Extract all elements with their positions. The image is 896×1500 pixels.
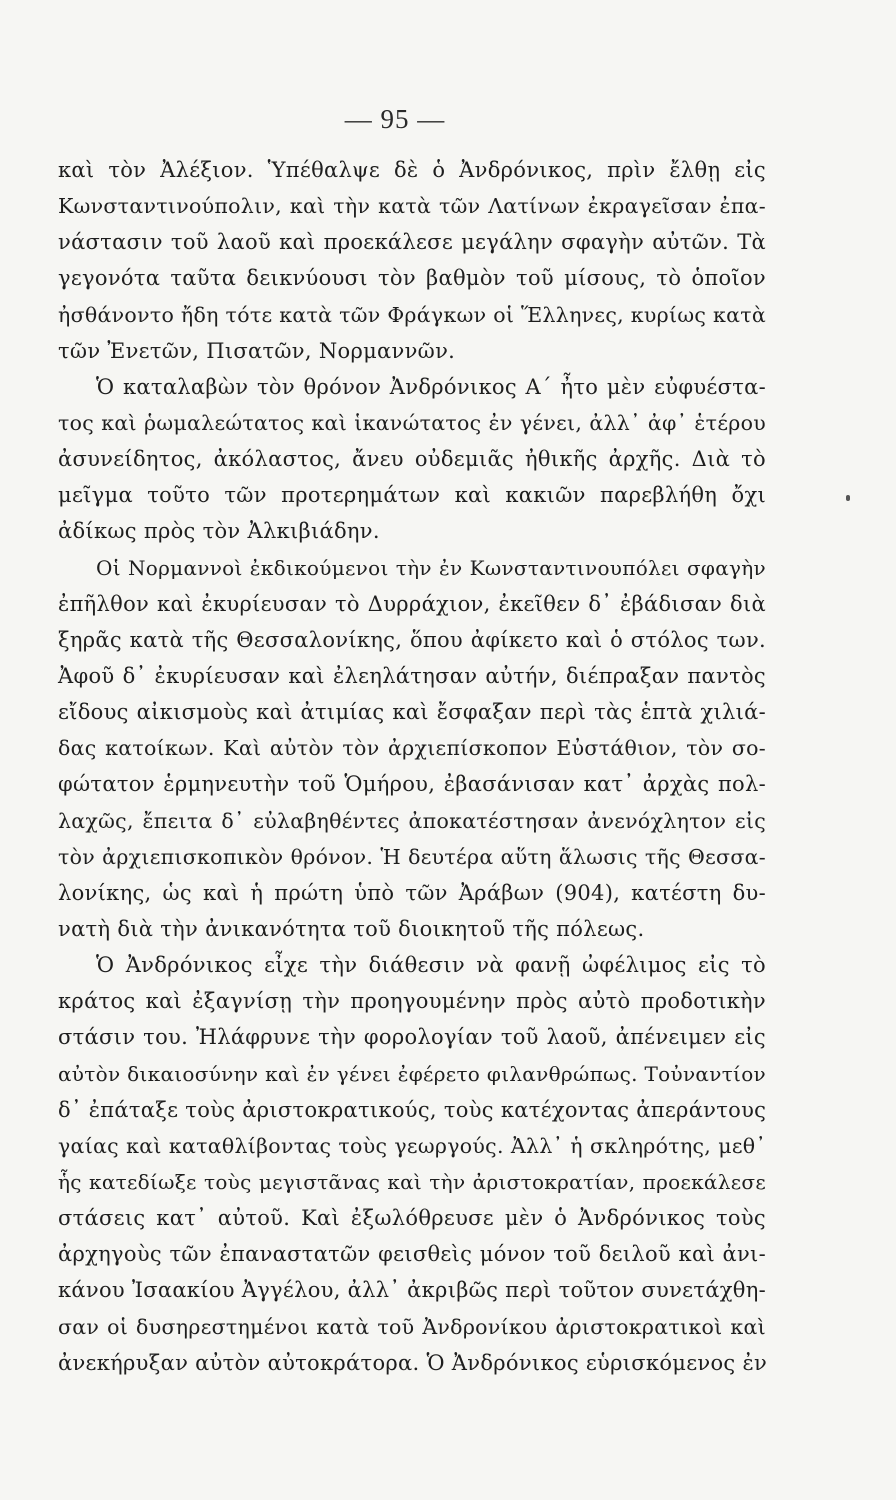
text-line: ἀρχηγοὺς τῶν ἐπαναστατῶν φεισθεὶς μόνον τοῦ δειλοῦ καὶ ἀνι- [58,1242,766,1267]
text-line: κάνου Ἰσαακίου Ἀγγέλου, ἀλλ᾽ ἀκριβῶς περὶ τοῦτον συνετάχθη- [58,1278,766,1303]
text-line: γεγονότα ταῦτα δεικνύουσι τὸν βαθμὸν τοῦ μίσους, τὸ ὁποῖον [58,266,766,291]
text-line: ἐπῆλθον καὶ ἐκυρίευσαν τὸ Δυρράχιον, ἐκεῖθεν δ᾽ ἐβάδισαν διὰ [58,591,766,616]
text-line: Ὁ καταλαβὼν τὸν θρόνον Ἀνδρόνικος Α΄ ἦτο μὲν εὐφυέστα- [96,374,766,399]
text-line: δ᾽ ἐπάταξε τοὺς ἀριστοκρατικούς, τοὺς κατέχοντας ἀπεράντους [58,1097,767,1122]
text-line: καὶ τὸν Ἀλέξιον. Ὑπέθαλψε δὲ ὁ Ἀνδρόνικος, πρὶν ἔλθῃ εἰς [58,158,766,182]
text-line: γαίας καὶ καταθλίβοντας τοὺς γεωργούς. Ἀλλ᾽ ἡ σκληρότης, μεθ᾽ [58,1133,766,1158]
text-line: Ἀφοῦ δ᾽ ἐκυρίευσαν καὶ ἐλεηλάτησαν αὐτήν, διέπραξαν παντὸς [58,663,766,688]
text-line: τῶν Ἐνετῶν, Πισατῶν, Νορμαννῶν. [58,338,456,363]
text-line: αὐτὸν δικαιοσύνην καὶ ἐν γένει ἐφέρετο φιλανθρώπως. Τοὐναντίον [58,1061,766,1086]
text-line: ἠσθάνοντο ἤδη τότε κατὰ τῶν Φράγκων οἱ Ἕλληνες, κυρίως κατὰ [58,302,766,327]
text-line: κράτος καὶ ἐξαγνίσῃ τὴν προηγουμένην πρὸς αὐτὸ προδοτικὴν [58,989,766,1014]
body-text [58,152,766,1381]
text-line: ἀνεκήρυξαν αὐτὸν αὐτοκράτορα. Ὁ Ἀνδρόνικος εὑρισκόμενος ἐν [58,1350,768,1375]
text-line: εἴδους αἰκισμοὺς καὶ ἀτιμίας καὶ ἔσφαξαν περὶ τὰς ἑπτὰ χιλιά- [58,700,766,725]
text-line: νάστασιν τοῦ λαοῦ καὶ προεκάλεσε μεγάλην σφαγὴν αὐτῶν. Τὰ [58,230,766,255]
text-line: Κωνσταντινούπολιν, καὶ τὴν κατὰ τῶν Λατίνων ἐκραγεῖσαν ἐπα- [58,194,766,219]
text-line: στάσεις κατ᾽ αὐτοῦ. Καὶ ἐξωλόθρευσε μὲν ὁ Ἀνδρόνικος τοὺς [58,1206,766,1231]
text-line: λαχῶς, ἔπειτα δ᾽ εὐλαβηθέντες ἀποκατέστησαν ἀνενόχλητον εἰς [58,808,766,833]
text-line: στάσιν του. Ἠλάφρυνε τὴν φορολογίαν τοῦ λαοῦ, ἀπένειμεν εἰς [58,1025,766,1050]
text-line: ἀδίκως πρὸς τὸν Ἀλκιβιάδην. [58,519,380,544]
text-line: ἧς κατεδίωξε τοὺς μεγιστᾶνας καὶ τὴν ἀριστοκρατίαν, προεκάλεσε [58,1169,766,1194]
print-speck [846,495,850,501]
text-line: ἀσυνείδητος, ἀκόλαστος, ἄνευ οὐδεμιᾶς ἠθικῆς ἀρχῆς. Διὰ τὸ [58,447,766,472]
text-line: Οἱ Νορμαννοὶ ἐκδικούμενοι τὴν ἐν Κωνσταντινουπόλει σφαγὴν [96,555,766,580]
text-line: τὸν ἀρχιεπισκοπικὸν θρόνον. Ἡ δευτέρα αὕτη ἅλωσις τῆς Θεσσα- [58,844,766,869]
text-line: φώτατον ἑρμηνευτὴν τοῦ Ὁμήρου, ἐβασάνισαν κατ᾽ ἀρχὰς πολ- [58,772,766,797]
text-line: νατὴ διὰ τὴν ἀνικανότητα τοῦ διοικητοῦ τῆς πόλεως. [58,916,645,941]
text-line: τος καὶ ῥωμαλεώτατος καὶ ἱκανώτατος ἐν γένει, ἀλλ᾽ ἀφ᾽ ἑτέρου [58,410,766,435]
text-line: μεῖγμα τοῦτο τῶν προτερημάτων καὶ κακιῶν παρεβλήθη ὄχι [58,483,766,508]
text-line: δας κατοίκων. Καὶ αὐτὸν τὸν ἀρχιεπίσκοπον Εὐστάθιον, τὸν σο- [58,736,766,761]
text-line: Ὁ Ἀνδρόνικος εἶχε τὴν διάθεσιν νὰ φανῇ ὠφέλιμος εἰς τὸ [96,953,766,978]
text-line: σαν οἱ δυσηρεστημένοι κατὰ τοῦ Ἀνδρονίκου ἀριστοκρατικοὶ καὶ [58,1314,766,1339]
page-number: — 95 — [344,104,446,134]
text-line: ξηρᾶς κατὰ τῆς Θεσσαλονίκης, ὅπου ἀφίκετο καὶ ὁ στόλος των. [58,627,766,652]
text-line: λονίκης, ὡς καὶ ἡ πρώτη ὑπὸ τῶν Ἀράβων (904), κατέστη δυ- [58,880,766,905]
